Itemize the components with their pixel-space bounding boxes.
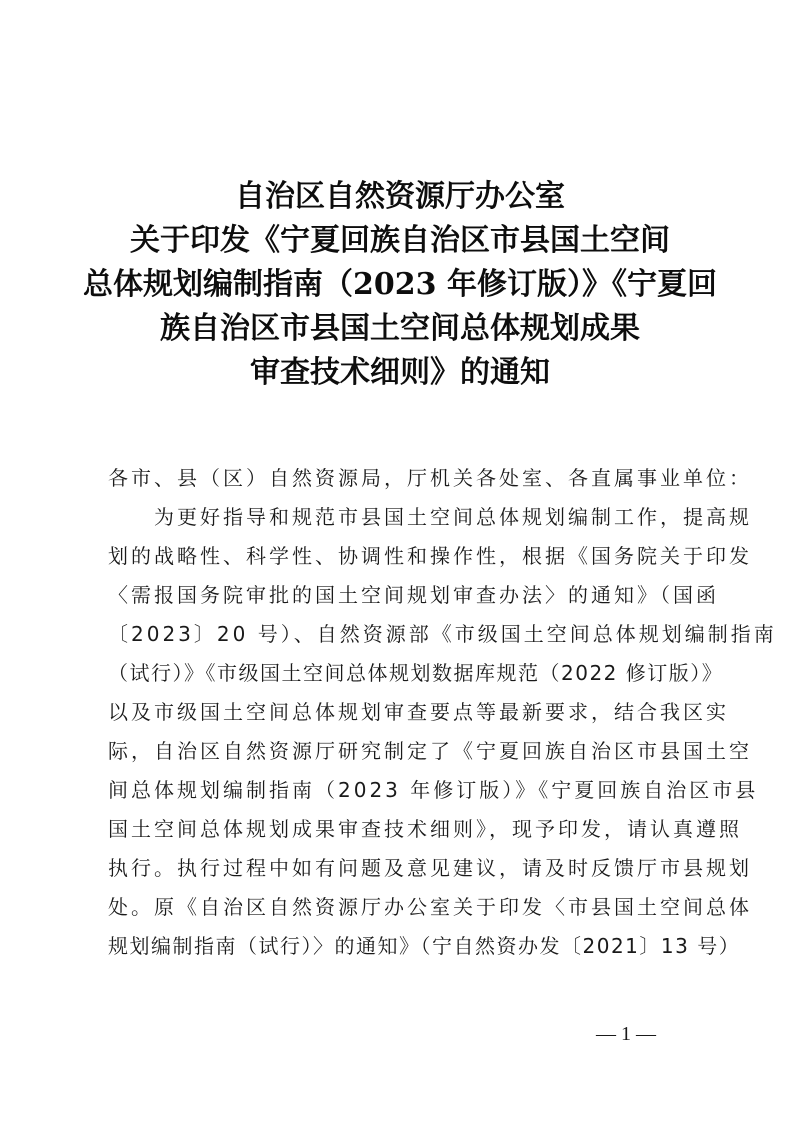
body-line-12: 规划编制指南（试行）〉的通知》（宁自然资办发〔2021〕13 号） [108, 934, 741, 958]
body-line-8: 间总体规划编制指南（2023 年修订版）》《宁夏回族自治区市县 [108, 778, 759, 802]
title-line-2: 关于印发《宁夏回族自治区市县国土空间 [130, 223, 670, 258]
body-line-5: （试行）》《市级国土空间总体规划数据库规范（2022 修订版）》 [108, 661, 724, 685]
page-number: — 1 — [596, 1023, 656, 1045]
document-body [108, 459, 777, 966]
body-line-7: 际，自治区自然资源厅研究制定了《宁夏回族自治区市县国土空 [108, 739, 752, 763]
body-line-10: 执行。执行过程中如有问题及意见建议，请及时反馈厅市县规划 [108, 856, 752, 880]
body-line-11: 处。原《自治区自然资源厅办公室关于印发〈市县国土空间总体 [108, 895, 752, 919]
body-line-2: 划的战略性、科学性、协调性和操作性，根据《国务院关于印发 [108, 544, 752, 568]
document-title [0, 175, 800, 395]
body-line-3: 〈需报国务院审批的国土空间规划审查办法〉的通知》（国函 [108, 583, 719, 607]
body-line-1: 为更好指导和规范市县国土空间总体规划编制工作，提高规 [108, 505, 752, 529]
body-line-6: 以及市级国土空间总体规划审查要点等最新要求，结合我区实 [108, 700, 729, 724]
title-line-4: 族自治区市县国土空间总体规划成果 [160, 311, 640, 346]
body-line-4: 〔2023〕20 号）、自然资源部《市级国土空间总体规划编制指南 [108, 622, 777, 646]
salutation: 各市、县（区）自然资源局，厅机关各处室、各直属事业单位： [108, 466, 752, 490]
title-line-1: 自治区自然资源厅办公室 [235, 179, 565, 214]
body-line-9: 国土空间总体规划成果审查技术细则》，现予印发，请认真遵照 [108, 817, 742, 841]
title-line-5: 审查技术细则》的通知 [250, 355, 550, 390]
title-line-3: 总体规划编制指南（2023 年修订版）》《宁夏回 [83, 267, 717, 302]
